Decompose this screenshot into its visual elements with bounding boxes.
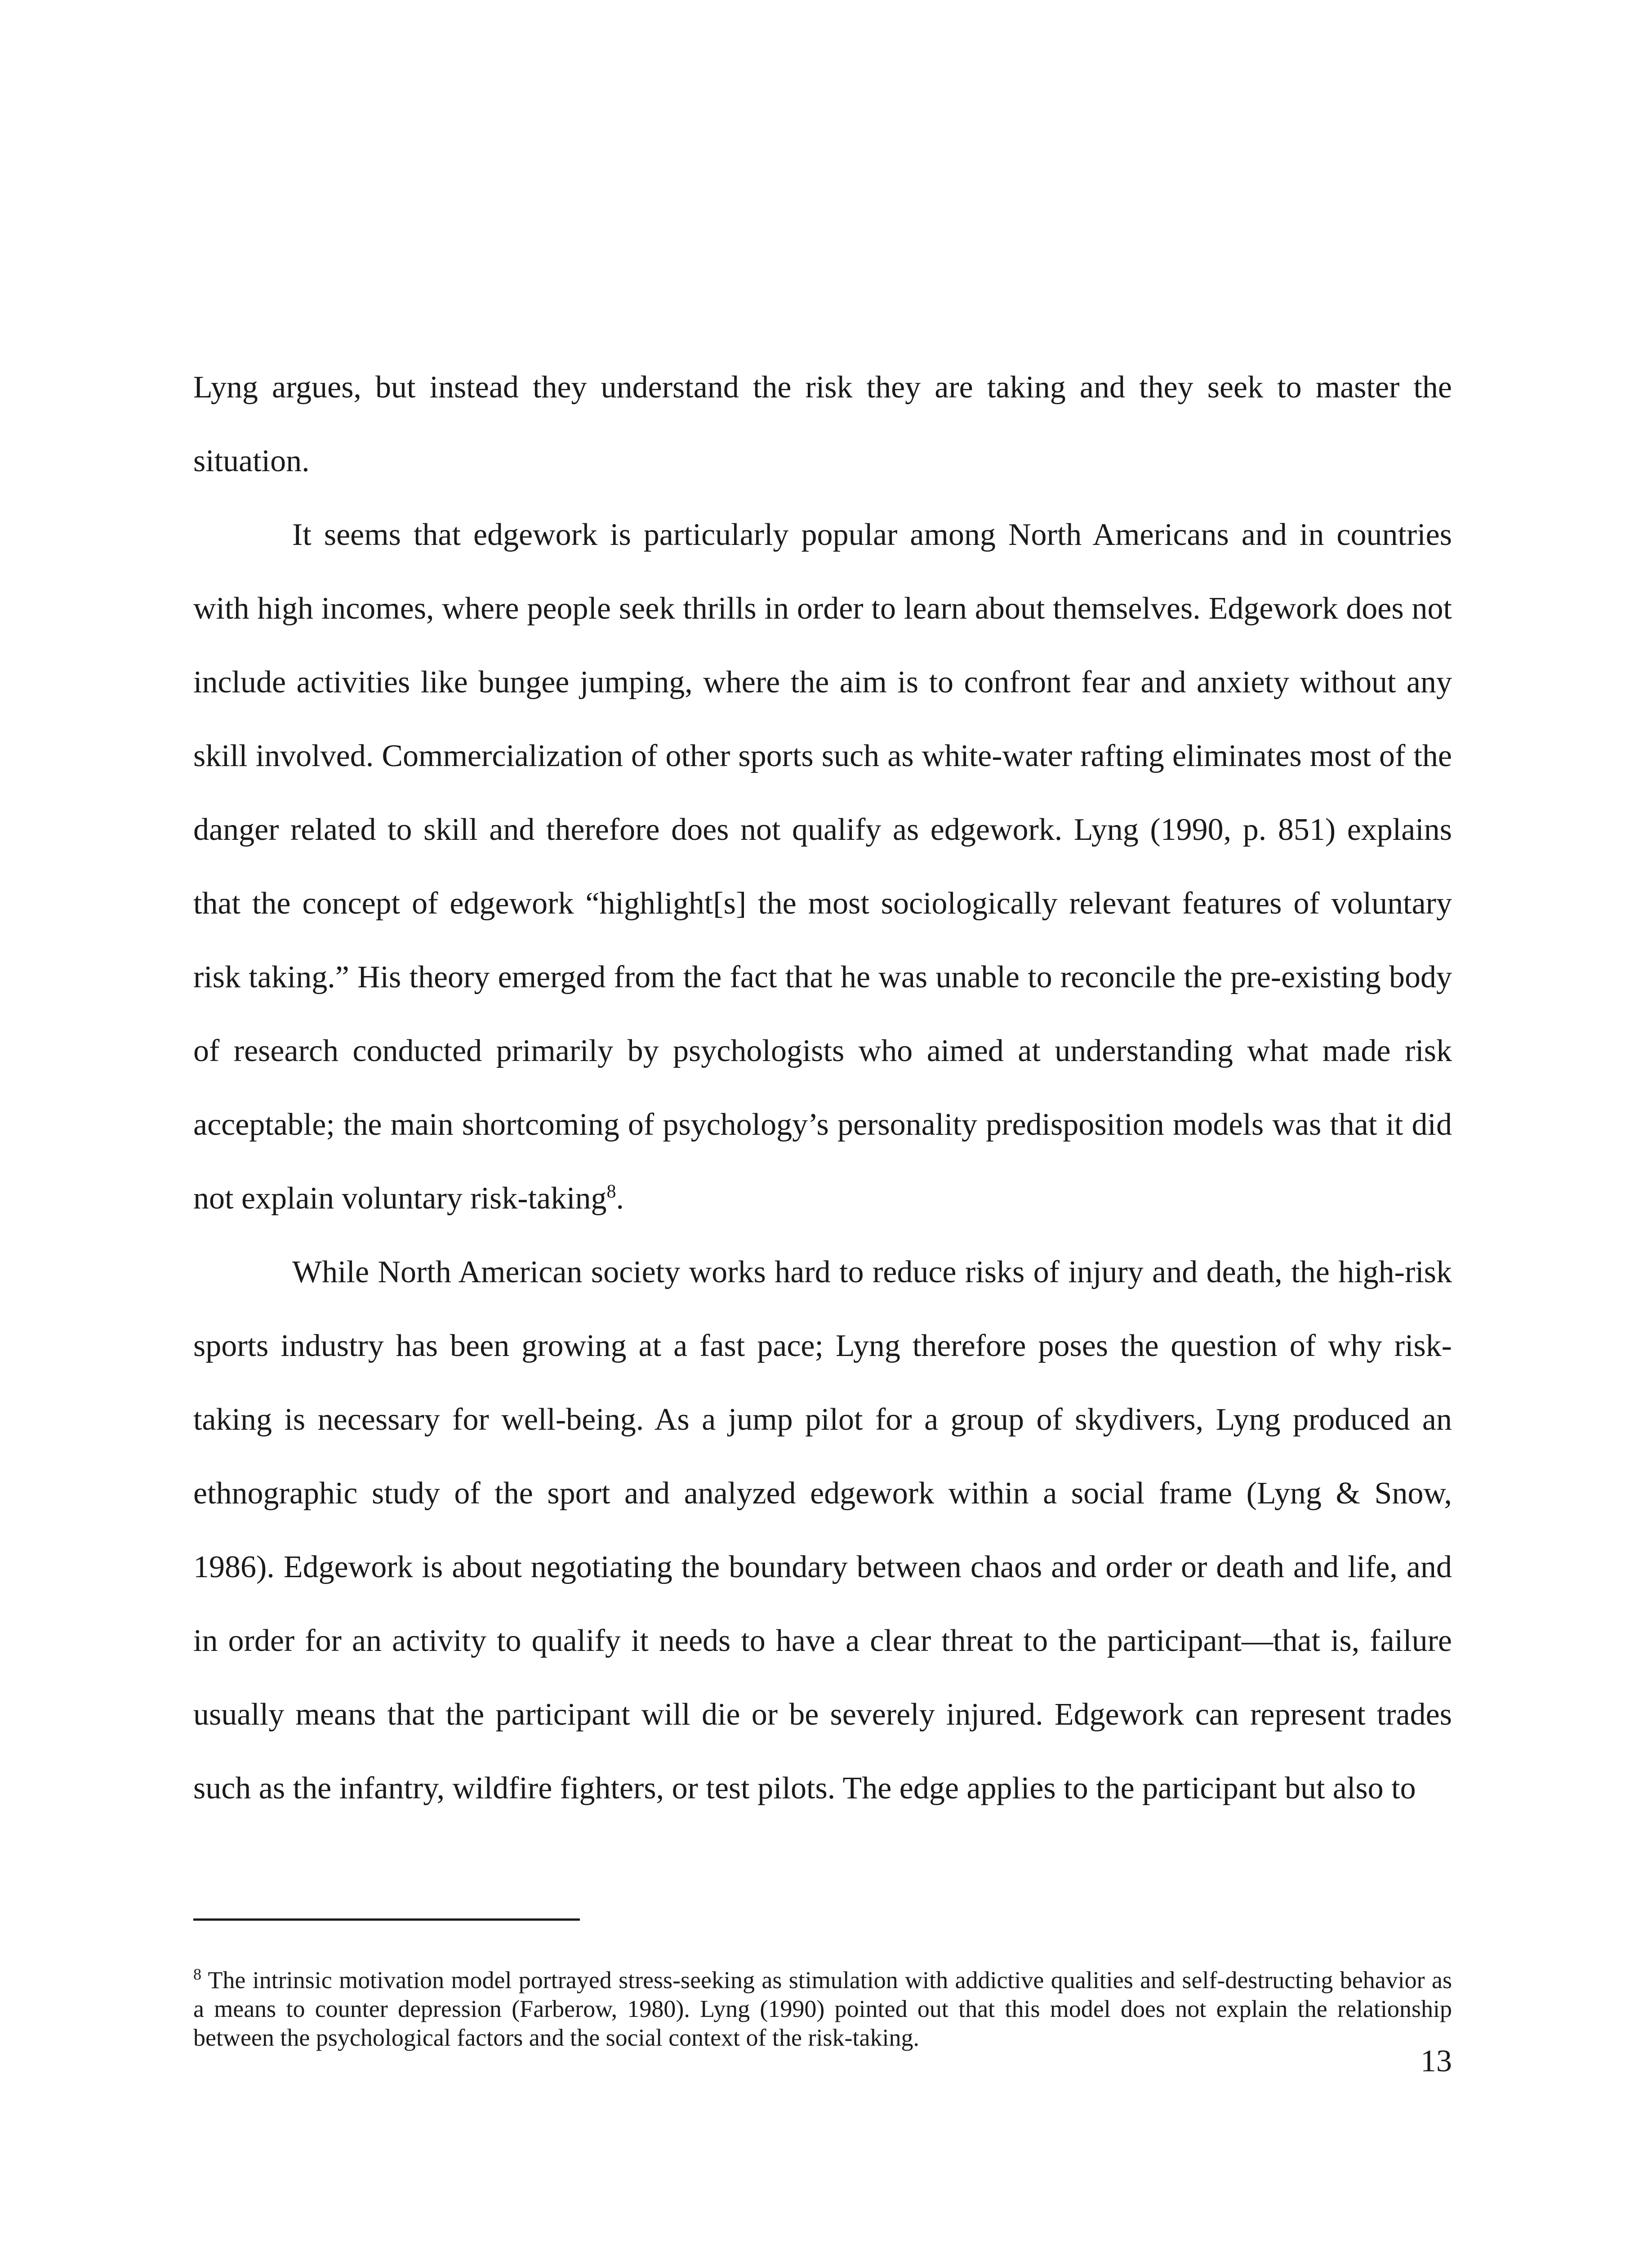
paragraph-text: Lyng argues, but instead they understand the risk they are taking and they seek to master the situation. bbox=[193, 370, 1452, 478]
body-text bbox=[193, 351, 1452, 1825]
footnote-separator bbox=[193, 1918, 580, 1921]
footnote-reference[interactable]: 8 bbox=[606, 1181, 616, 1202]
page-number: 13 bbox=[1420, 2044, 1452, 2079]
paragraph-text: While North American society works hard to reduce risks of injury and death, the high-risk sports industry has been growing at a fast pace; Lyng therefore poses the question of why risk-taking is necessary for well-being. As a jump pilot for a group of skydivers, Lyng produced an ethnographic study of the sport and analyzed edgework within a social frame (Lyng & Snow, 1986). Edgework is about negotiating the boundary between chaos and order or death and life, and in order for an activity to qualify it needs to have a clear threat to the participant—that is, failure usually means that the participant will die or be severely injured. Edgework can represent trades such as the infantry, wildfire fighters, or test pilots. The edge applies to the participant but also to bbox=[193, 1255, 1452, 1806]
paragraph-continuation bbox=[193, 351, 1452, 498]
paragraph-edgework-popularity bbox=[193, 498, 1452, 1236]
paragraph-high-risk-sports bbox=[193, 1236, 1452, 1825]
footnote-marker: 8 bbox=[193, 1965, 201, 1983]
paragraph-text: It seems that edgework is particularly popular among North Americans and in countries with high incomes, where people seek thrills in order to learn about themselves. Edgework does not include activities like bungee jumping, where the aim is to confront fear and anxiety without any skill involved. Commercialization of other sports such as white-water rafting eliminates most of the danger related to skill and therefore does not qualify as edgework. Lyng (1990, p. 851) explains that the concept of edgework “highlight[s] the most sociologically relevant features of voluntary risk taking.” His theory emerged from the fact that he was unable to reconcile the pre-existing body of research conducted primarily by psychologists who aimed at understanding what made risk acceptable; the main shortcoming of psychology’s personality predisposition models was that it did not explain voluntary risk-taking bbox=[193, 517, 1452, 1216]
paragraph-text-end: . bbox=[616, 1181, 624, 1216]
footnote-text: The intrinsic motivation model portrayed stress-seeking as stimulation with addictive qualities and self-destructing behavior as a means to counter depression (Farberow, 1980). Lyng (1990) pointed out that this model does not explain the relationship between the psychological factors and the social context of the risk-taking. bbox=[193, 1967, 1452, 2051]
footnote bbox=[193, 1966, 1452, 2052]
